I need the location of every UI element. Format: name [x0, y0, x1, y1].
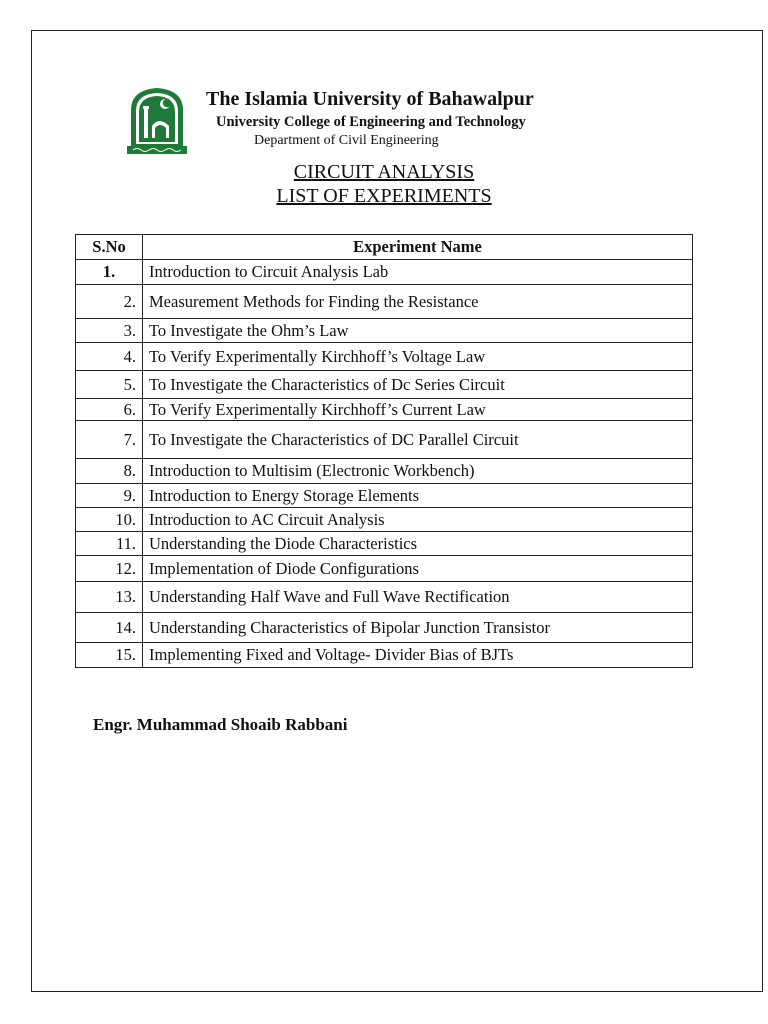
row-experiment-name: Understanding the Diode Characteristics: [143, 532, 693, 556]
row-sno: 12.: [76, 556, 143, 582]
row-sno: 2.: [76, 285, 143, 319]
row-experiment-name: To Investigate the Characteristics of DC Parallel Circuit: [143, 421, 693, 459]
table-row: [76, 459, 693, 484]
table-row: [76, 285, 693, 319]
row-experiment-name: Introduction to Circuit Analysis Lab: [143, 260, 693, 285]
table-row: [76, 399, 693, 421]
table-row: [76, 582, 693, 613]
table-row: [76, 319, 693, 343]
row-experiment-name: Understanding Characteristics of Bipolar Junction Transistor: [143, 613, 693, 643]
college-name: University College of Engineering and Technology: [216, 114, 526, 130]
university-name: The Islamia University of Bahawalpur: [206, 88, 534, 110]
experiments-table: [75, 234, 693, 668]
table-row: [76, 532, 693, 556]
row-sno: 14.: [76, 613, 143, 643]
row-sno: 8.: [76, 459, 143, 484]
row-experiment-name: Introduction to Energy Storage Elements: [143, 484, 693, 508]
table-row: [76, 260, 693, 285]
row-experiment-name: To Verify Experimentally Kirchhoff’s Voltage Law: [143, 343, 693, 371]
author-signature: Engr. Muhammad Shoaib Rabbani: [93, 715, 348, 734]
course-title: CIRCUIT ANALYSIS: [293, 161, 475, 183]
department-name: Department of Civil Engineering: [254, 133, 439, 148]
row-sno: 10.: [76, 508, 143, 532]
table-row: [76, 421, 693, 459]
table-row: [76, 508, 693, 532]
table-row: [76, 556, 693, 582]
row-experiment-name: Measurement Methods for Finding the Resistance: [143, 285, 693, 319]
row-sno: 15.: [76, 643, 143, 668]
table-header-row: [76, 235, 693, 260]
row-experiment-name: Introduction to AC Circuit Analysis: [143, 508, 693, 532]
row-sno: 9.: [76, 484, 143, 508]
row-sno: 1.: [76, 260, 143, 285]
row-sno: 6.: [76, 399, 143, 421]
row-experiment-name: Implementing Fixed and Voltage- Divider Bias of BJTs: [143, 643, 693, 668]
row-sno: 5.: [76, 371, 143, 399]
table-row: [76, 484, 693, 508]
row-experiment-name: Implementation of Diode Configurations: [143, 556, 693, 582]
column-header-sno: S.No: [76, 235, 143, 260]
row-sno: 11.: [76, 532, 143, 556]
row-experiment-name: Introduction to Multisim (Electronic Workbench): [143, 459, 693, 484]
table-row: [76, 643, 693, 668]
table-row: [76, 371, 693, 399]
row-experiment-name: To Investigate the Ohm’s Law: [143, 319, 693, 343]
row-experiment-name: To Investigate the Characteristics of Dc Series Circuit: [143, 371, 693, 399]
row-sno: 13.: [76, 582, 143, 613]
column-header-experiment-name: Experiment Name: [143, 235, 693, 260]
row-sno: 3.: [76, 319, 143, 343]
list-title: LIST OF EXPERIMENTS: [276, 185, 492, 207]
row-sno: 7.: [76, 421, 143, 459]
row-experiment-name: To Verify Experimentally Kirchhoff’s Current Law: [143, 399, 693, 421]
row-experiment-name: Understanding Half Wave and Full Wave Rectification: [143, 582, 693, 613]
table-row: [76, 343, 693, 371]
table-row: [76, 613, 693, 643]
university-logo-icon: [127, 86, 187, 154]
row-sno: 4.: [76, 343, 143, 371]
